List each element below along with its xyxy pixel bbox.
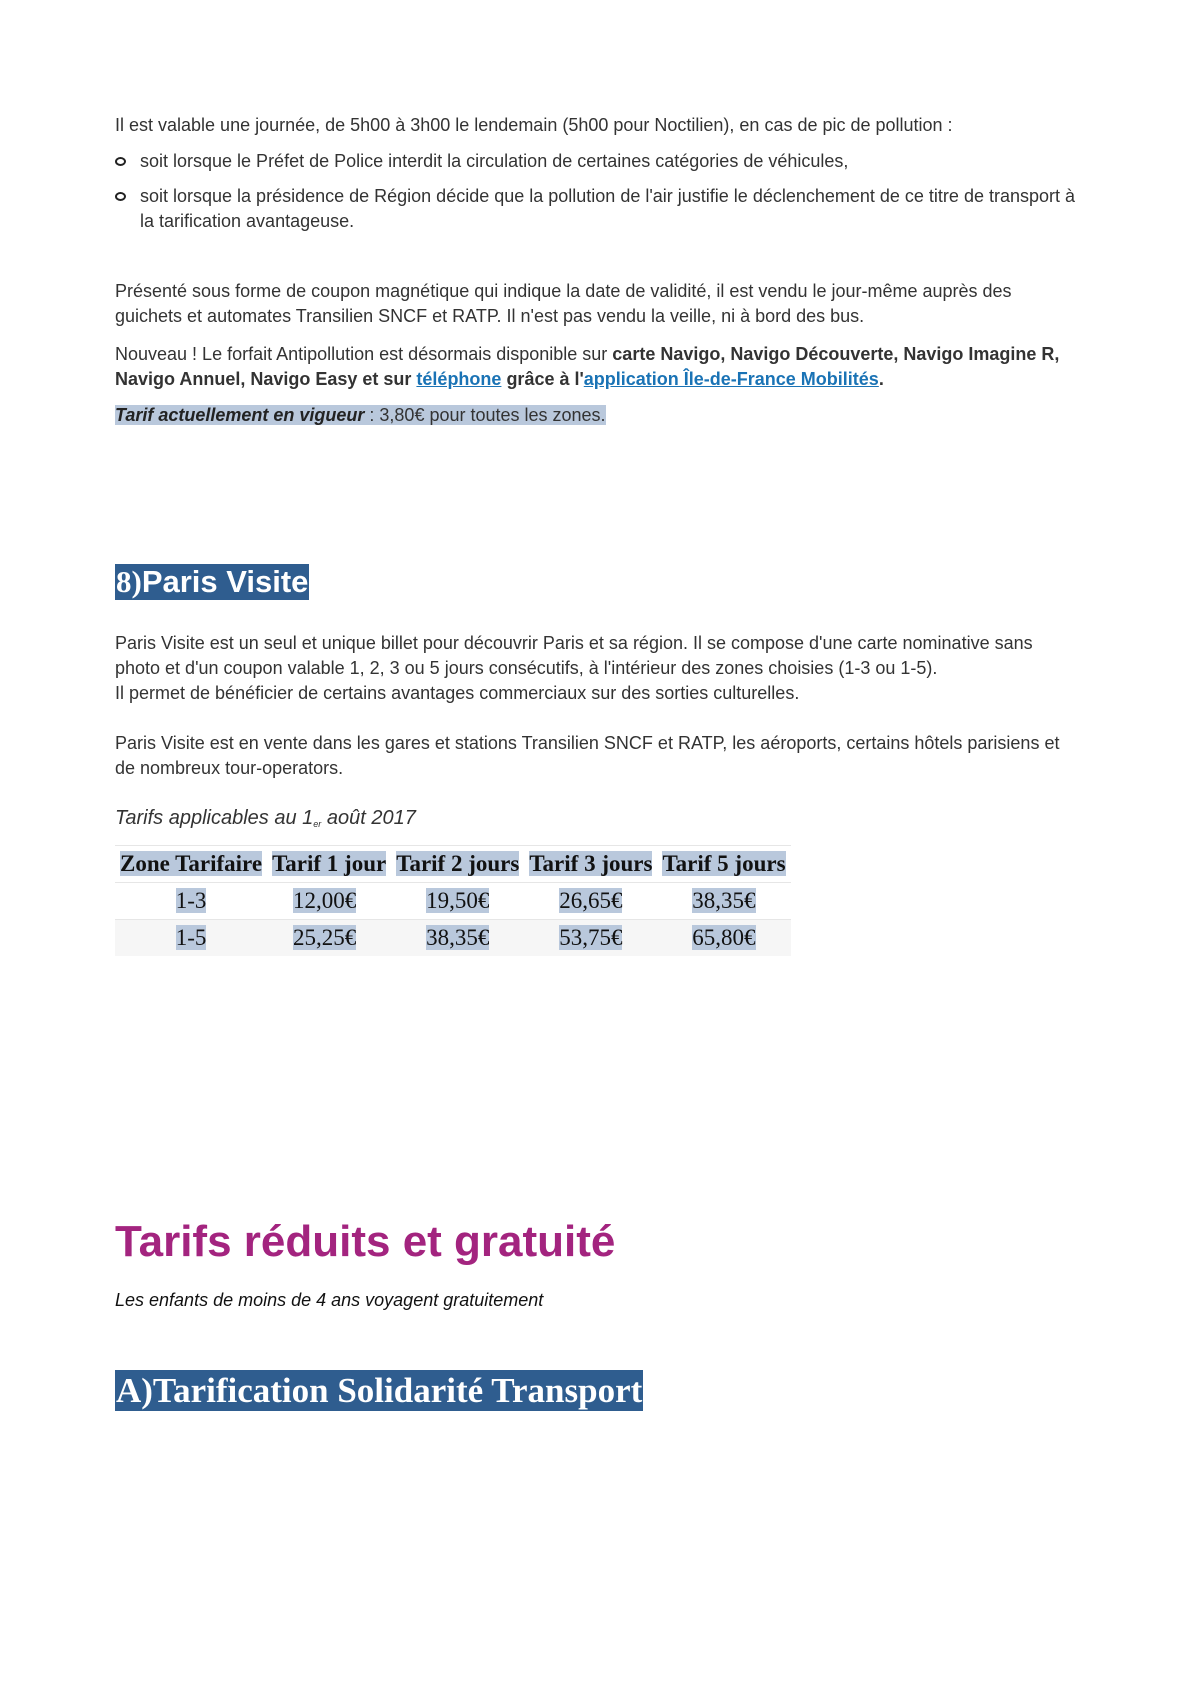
app-idf-mobilites-link[interactable]: application Île-de-France Mobilités — [583, 369, 879, 389]
circle-bullet-icon — [115, 192, 126, 201]
list-item-text: soit lorsque le Préfet de Police interdit la circulation de certaines catégories de véhicules, — [140, 151, 849, 171]
grace-text: grâce à l' — [501, 369, 584, 389]
tarifs-date-caption — [115, 807, 416, 830]
cell-tarif: 38,35€ — [692, 888, 756, 913]
date-superscript: er — [313, 819, 322, 829]
date-post: août 2017 — [321, 807, 416, 829]
tarif-label: Tarif actuellement en vigueur — [115, 405, 365, 425]
cell-tarif: 19,50€ — [426, 888, 490, 913]
coupon-paragraph: Présenté sous forme de coupon magnétique qui indique la date de validité, il est vendu le jour-même auprès des guichets et automates Transilien SNCF et RATP. Il n'est pas vendu la veille, ni à bord des bus. — [115, 281, 1012, 326]
tarifs-reduits-heading: Tarifs réduits et gratuité — [115, 1217, 616, 1266]
nouveau-paragraph — [115, 342, 1075, 392]
navigo-cards-text: carte Navigo, Navigo Découverte, Navigo Imagine R, Navigo Annuel, Navigo Easy et sur — [115, 344, 1060, 389]
paris-visite-description — [115, 631, 1075, 706]
enfants-gratuit-note: Les enfants de moins de 4 ans voyagent gratuitement — [115, 1290, 544, 1310]
cell-tarif: 65,80€ — [692, 925, 756, 950]
cell-tarif: 26,65€ — [559, 888, 623, 913]
intro-paragraph: Il est valable une journée, de 5h00 à 3h00 le lendemain (5h00 pour Noctilien), en cas de pic de pollution : — [115, 115, 953, 135]
tarif-paragraph — [115, 403, 1075, 428]
header-tarif-2-jours: Tarif 2 jours — [396, 851, 520, 876]
list-item — [115, 184, 1075, 234]
table-row — [115, 883, 791, 920]
nouveau-lead: Nouveau ! Le forfait Antipollution est désormais disponible sur — [115, 344, 613, 364]
tarif-value: : 3,80€ pour toutes les zones. — [364, 405, 606, 425]
cell-tarif: 53,75€ — [559, 925, 623, 950]
table-header-row — [115, 846, 791, 883]
pollution-conditions-list — [115, 149, 1075, 244]
heading-number: 8) — [116, 564, 142, 599]
header-tarif-3-jours: Tarif 3 jours — [529, 851, 653, 876]
cell-zone: 1-3 — [175, 888, 207, 913]
paris-visite-heading — [115, 564, 309, 600]
date-pre: Tarifs applicables au 1 — [115, 807, 314, 829]
list-item-text: soit lorsque la présidence de Région décide que la pollution de l'air justifie le déclenchement de ce titre de transport à la tarification avantageuse. — [140, 186, 1076, 231]
solidarite-transport-heading: A)Tarification Solidarité Transport — [116, 1371, 643, 1410]
cell-zone: 1-5 — [175, 925, 207, 950]
telephone-link[interactable]: téléphone — [416, 369, 502, 389]
nouveau-end: . — [878, 369, 884, 389]
list-item — [115, 149, 1075, 174]
table-row — [115, 920, 791, 957]
cell-tarif: 12,00€ — [292, 888, 357, 913]
cell-tarif: 38,35€ — [426, 925, 490, 950]
paris-visite-sales-paragraph: Paris Visite est en vente dans les gares et stations Transilien SNCF et RATP, les aéroports, certains hôtels parisiens et de nombreux tour-operators. — [115, 733, 1060, 778]
cell-tarif: 25,25€ — [292, 925, 357, 950]
header-tarif-5-jours: Tarif 5 jours — [662, 851, 786, 876]
paris-visite-desc-line2: Il permet de bénéficier de certains avantages commerciaux sur des sorties culturelles. — [115, 683, 800, 703]
paris-visite-fares-table — [115, 845, 791, 956]
paris-visite-desc-line1: Paris Visite est un seul et unique billet pour découvrir Paris et sa région. Il se compose d'une carte nominative sans photo et d'un coupon valable 1, 2, 3 ou 5 jours consécutifs, à l'intérieur des zones choisies (1-3 ou 1-5). — [115, 633, 1033, 678]
header-zone: Zone Tarifaire — [120, 851, 263, 876]
header-tarif-1-jour: Tarif 1 jour — [272, 851, 387, 876]
heading-text: Paris Visite — [141, 564, 309, 599]
circle-bullet-icon — [115, 157, 126, 166]
